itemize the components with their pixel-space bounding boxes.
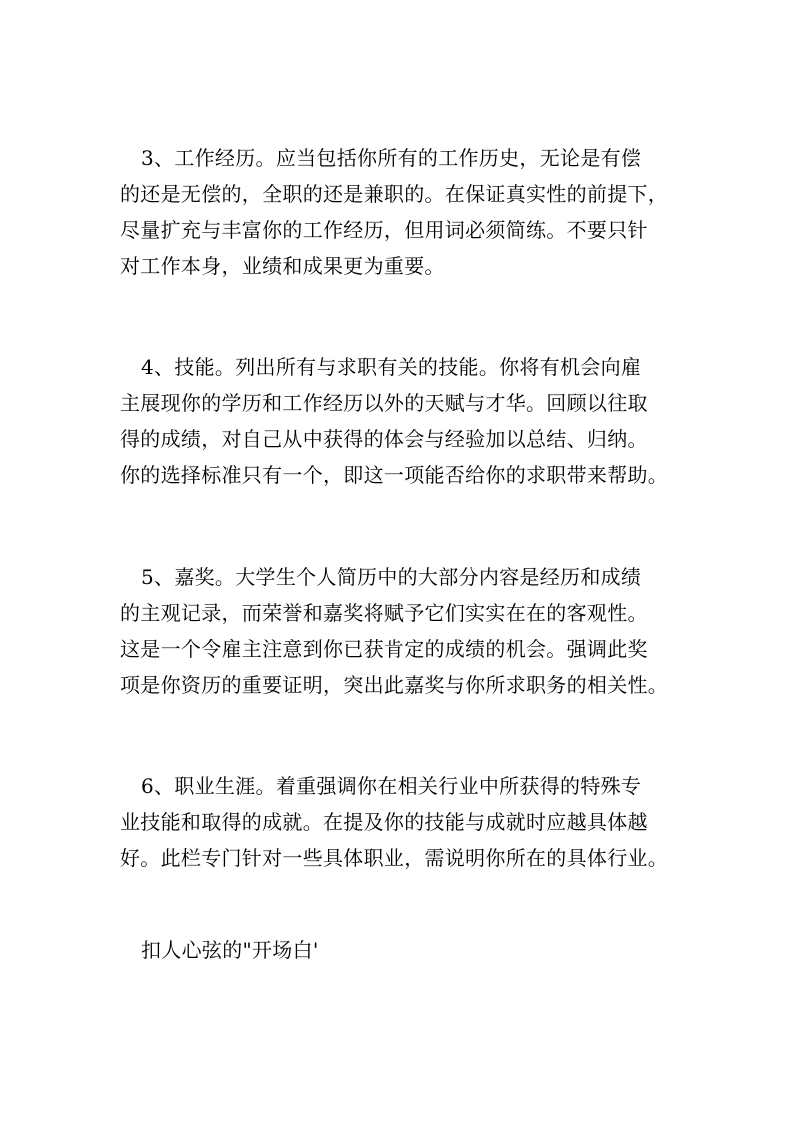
paragraph-line: 5、嘉奖。大学生个人简历中的大部分内容是经历和成绩 [141, 565, 642, 589]
paragraph-line: 你的选择标准只有一个，即这一项能否给你的求职带来帮助。 [120, 463, 669, 487]
paragraph-line: 好。此栏专门针对一些具体职业，需说明你所在的具体行业。 [120, 846, 669, 870]
paragraph-work-experience [120, 140, 690, 284]
heading-line: 扣人心弦的"开场白' [141, 938, 319, 962]
paragraph-line: 尽量扩充与丰富你的工作经历，但用词必须简练。不要只针 [120, 218, 648, 242]
paragraph-line: 项是你资历的重要证明，突出此嘉奖与你所求职务的相关性。 [120, 673, 669, 697]
paragraph-line: 主展现你的学历和工作经历以外的天赋与才华。回顾以往取 [120, 391, 648, 415]
paragraph-skills [120, 349, 690, 493]
paragraph-line: 的还是无偿的，全职的还是兼职的。在保证真实性的前提下， [120, 182, 669, 206]
paragraph-line: 这是一个令雇主注意到你已获肯定的成绩的机会。强调此奖 [120, 637, 648, 661]
paragraph-line: 4、技能。列出所有与求职有关的技能。你将有机会向雇 [141, 355, 642, 379]
paragraph-awards [120, 559, 690, 703]
paragraph-line: 得的成绩，对自己从中获得的体会与经验加以总结、归纳。 [120, 427, 648, 451]
paragraph-career [120, 768, 690, 876]
paragraph-line: 对工作本身，业绩和成果更为重要。 [120, 254, 445, 278]
paragraph-line: 的主观记录，而荣誉和嘉奖将赋予它们实实在在的客观性。 [120, 601, 648, 625]
paragraph-line: 6、职业生涯。着重强调你在相关行业中所获得的特殊专 [141, 774, 642, 798]
paragraph-line: 业技能和取得的成就。在提及你的技能与成就时应越具体越 [120, 810, 648, 834]
section-heading-opening [120, 932, 690, 968]
paragraph-line: 3、工作经历。应当包括你所有的工作历史，无论是有偿 [141, 146, 642, 170]
